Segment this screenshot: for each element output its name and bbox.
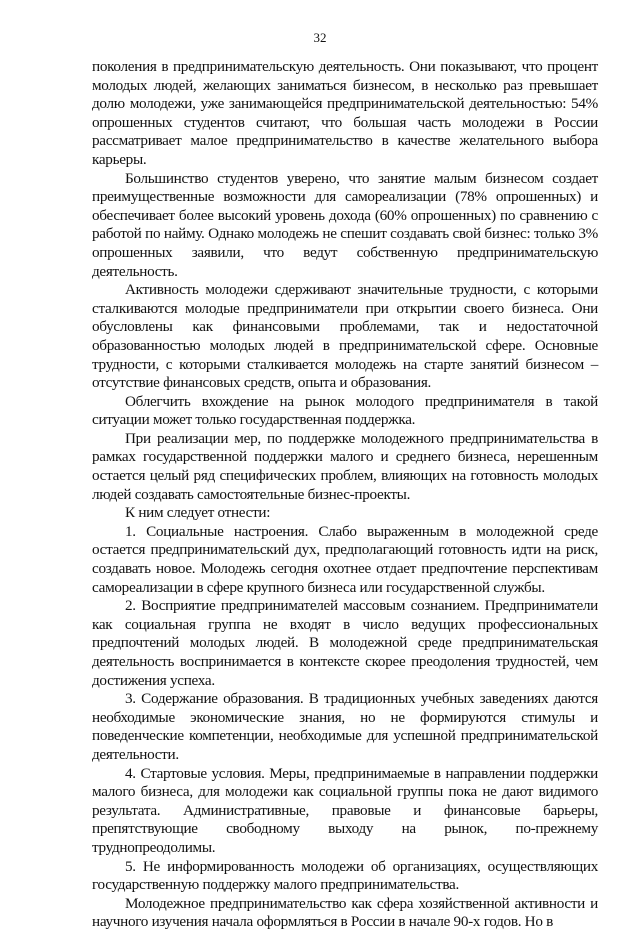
paragraph-continuation: поколения в предпринимательскую деятельность. Они показывают, что процент молодых людей, желающих заниматься бизнесом, в несколько раз превышает долю молодежи, уже занимающейся предпринимательской деятельностью: 54% опрошенных студентов считают, что большая часть молодежи в России рассматривает малое предпринимательство в качестве желательного выбора карьеры. — [92, 58, 598, 168]
paragraph: Активность молодежи сдерживают значительные трудности, с которыми сталкиваются молодые предприниматели при открытии своего бизнеса. Они обусловлены как финансовыми проблемами, так и недостаточной образованностью молодых людей в предпринимательской сфере. Основные трудности, с которыми сталкивается молодежь на старте занятий бизнесом – отсутствие финансовых средств, опыта и образования. — [92, 281, 598, 392]
list-item-4: 4. Стартовые условия. Меры, предпринимаемые в направлении поддержки малого бизнеса, для молодежи как социальной группы пока не дают видимого результата. Административные, правовые и финансовые барьеры, препятствующие свободному выходу на рынок, по-прежнему труднопреодолимы. — [92, 764, 598, 856]
list-item-5: 5. Не информированность молодежи об организациях, осуществляющих государственную поддержку малого предпринимательства. — [92, 857, 598, 894]
list-intro: К ним следует отнести: — [125, 504, 271, 522]
paragraph: Молодежное предпринимательство как сфера хозяйственной активности и научного изучения начала оформляться в России в начале 90-х годов. Но в — [92, 894, 598, 931]
list-item-2: 2. Восприятие предпринимателей массовым сознанием. Предприниматели как социальная группа не входят в число ведущих профессиональных предпочтений молодых людей. В молодежной среде предпринимательская деятельность воспринимается в контексте скорее преодоления трудностей, чем достижения успеха. — [92, 597, 598, 689]
page-number: 32 — [313, 30, 327, 45]
paragraph: При реализации мер, по поддержке молодежного предпринимательства в рамках государственной поддержки малого и среднего бизнеса, нерешенным остается целый ряд специфических проблем, влияющих на готовность молодых людей создавать самостоятельные бизнес-проекты. — [92, 429, 598, 503]
list-item-1: 1. Социальные настроения. Слабо выраженным в молодежной среде остается предпринимательский дух, предполагающий готовность идти на риск, создавать новое. Молодежь сегодня охотнее отдает предпочтение перспективам самореализации в сфере крупного бизнеса или государственной службы. — [92, 522, 598, 596]
document-body — [92, 58, 598, 932]
paragraph: Облегчить вхождение на рынок молодого предпринимателя в такой ситуации может только государственная поддержка. — [92, 392, 598, 429]
list-item-3: 3. Содержание образования. В традиционных учебных заведениях даются необходимые экономические знания, но не формируются стимулы и поведенческие компетенции, необходимые для успешной предпринимательской деятельности. — [92, 690, 598, 763]
paragraph: Большинство студентов уверено, что занятие малым бизнесом создает преимущественные возможности для самореализации (78% опрошенных) и обеспечивает более высокий уровень дохода (60% опрошенных) по сравнению с работой по найму. Однако молодежь не спешит создавать свой бизнес: только 3% опрошенных заявили, что ведут собственную предпринимательскую деятельность. — [92, 169, 598, 280]
